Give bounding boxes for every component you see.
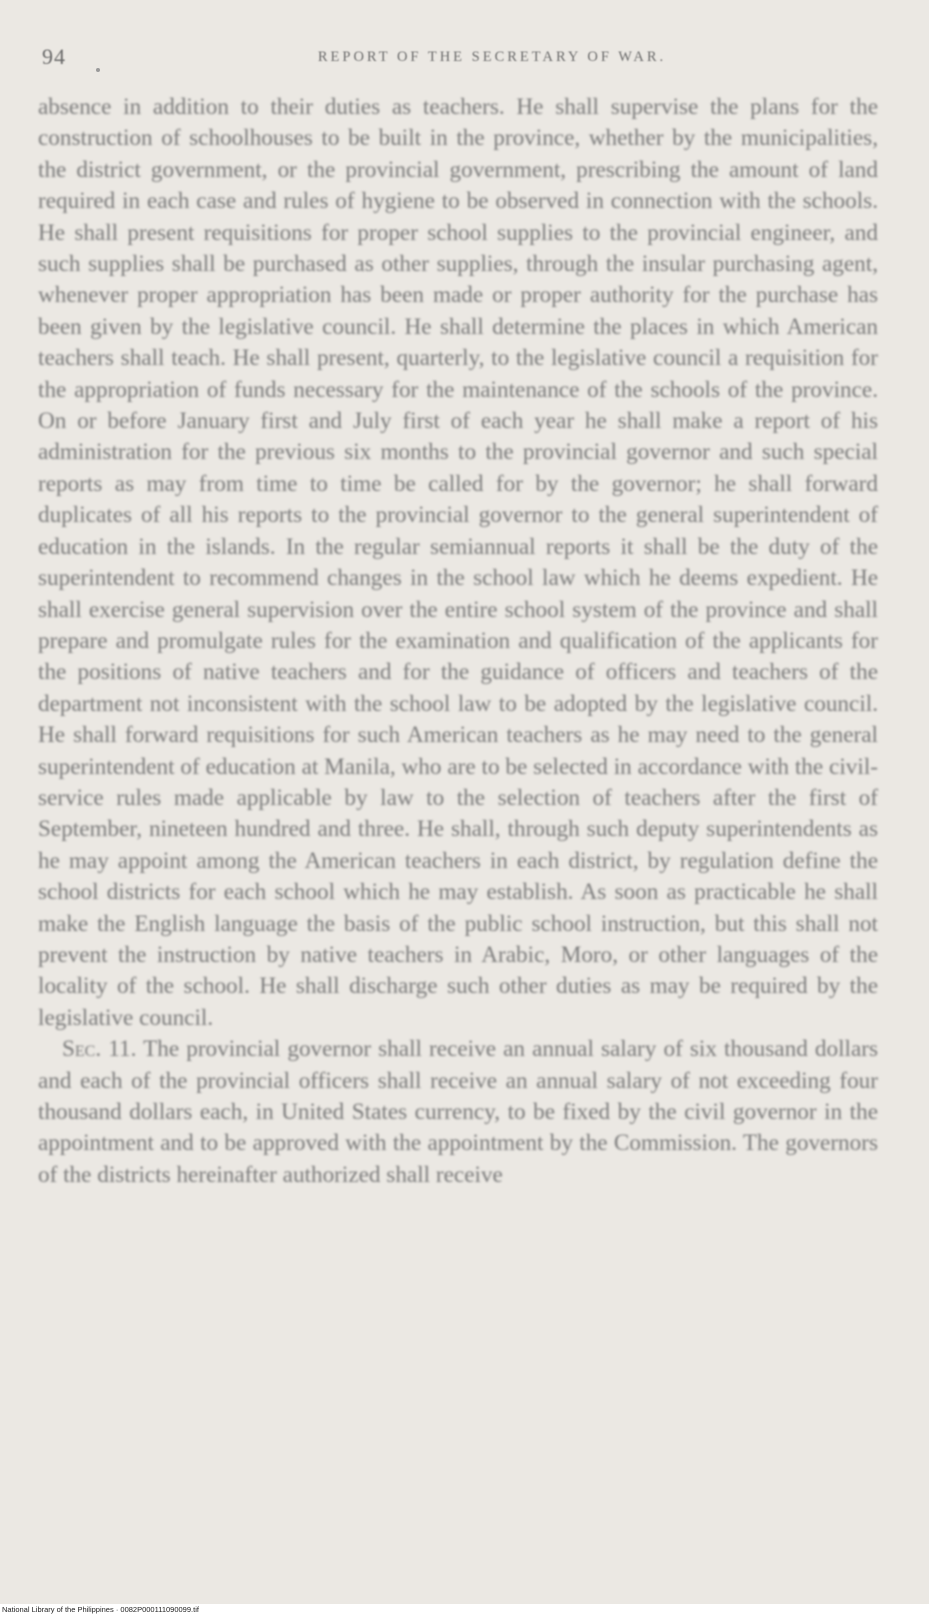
section-label: Sec. 11. [62,1036,137,1063]
ink-mark [96,68,100,72]
paragraph-continued: absence in addition to their duties as teachers. He shall supervise the plans for the construction of schoolhouses to be built in the province, whether by the municipalities, the district government, or the provincial government, prescribing the amount of land required in each case and rules of hygiene to be observed in connection with the schools. He shall present requisitions for proper school supplies to the provincial engineer, and such supplies shall be purchased as other supplies, through the insular purchasing agent, whenever proper appropriation has been made or proper authority for the purchase has been given by the legislative council. He shall determine the places in which American teachers shall teach. He shall present, quarterly, to the legislative council a requisition for the appropriation of funds necessary for the maintenance of the schools of the province. On or before January first and July first of each year he shall make a report of his administration for the previous six months to the provincial governor and such special reports as may from time to time be called for by the governor; he shall forward duplicates of all his reports to the provincial governor to the general superintendent of education in the islands. In the regular semiannual reports it shall be the duty of the superintendent to recommend changes in the school law which he deems expedient. He shall exercise general supervision over the entire school system of the province and shall prepare and promulgate rules for the examination and qualification of the applicants for the positions of native teachers and for the guidance of officers and teachers of the department not inconsistent with the school law to be adopted by the legislative council. He shall forward requisitions for such American teachers as he may need to the general superintendent of education at Manila, who are to be selected in accordance with the civil-service rules made applicable by law to the selection of teachers after the first of September, nineteen hundred and three. He shall, through such deputy superintendents as he may appoint among the American teachers in each district, by regulation define the school districts for each school which he may establish. As soon as practicable he shall make the English language the basis of the public school instruction, but this shall not prevent the instruction by native teachers in Arabic, Moro, or other languages of the locality of the school. He shall discharge such other duties as may be required by the legislative council. [38,94,878,1031]
section-11-text: The provincial governor shall receive an annual salary of six thousand dollars and each of the provincial officers shall receive an annual salary of not exceeding four thousand dollars each, in United States currency, to be fixed by the civil governor in the appointment and to be approved with the appointment by the Commission. The governors of the districts hereinafter authorized shall receive [38,1036,878,1188]
source-credit: National Library of the Philippines · 0082P000111090099.tif [2,1605,199,1614]
page-header [42,44,890,80]
running-title: REPORT OF THE SECRETARY OF WAR. [317,49,667,65]
paragraph-section-11 [38,1034,878,1191]
page-number: 94 [42,44,66,69]
footer-strip [0,1604,929,1618]
body-text [38,92,878,1191]
